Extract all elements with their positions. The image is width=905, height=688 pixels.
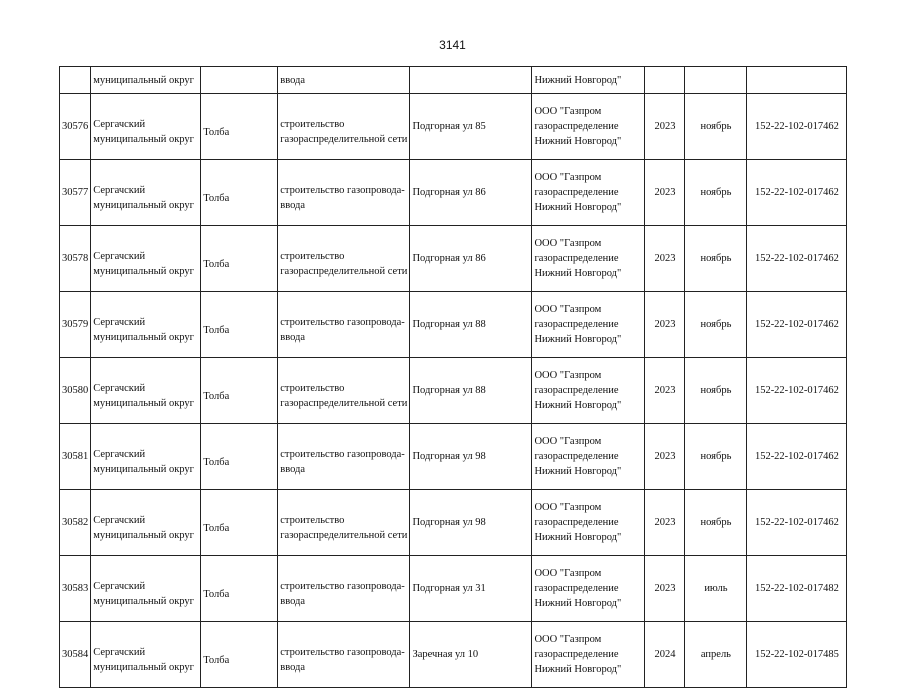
cell-num-line: 30584 — [62, 649, 89, 660]
cell-month-line: ноябрь — [700, 451, 732, 462]
cell-work-line: ввода — [280, 661, 306, 673]
cell-num — [60, 226, 91, 292]
table-row — [60, 292, 847, 358]
cell-street-line: Подгорная ул 98 — [412, 451, 486, 462]
cell-num — [60, 556, 91, 622]
cell-street — [410, 622, 532, 688]
cell-settlement-line: Толба — [203, 457, 230, 468]
cell-org-line: Нижний Новгород" — [534, 136, 622, 147]
cell-code — [747, 94, 847, 160]
cell-org — [532, 622, 645, 688]
cell-work-line: газораспределительной сети — [280, 397, 408, 409]
cell-work-line: строительство — [280, 382, 345, 394]
cell-street — [410, 160, 532, 226]
cell-district-line: Сергачский — [93, 250, 146, 262]
cell-district — [91, 556, 201, 622]
cell-month — [685, 358, 747, 424]
cell-district-line: Сергачский — [93, 514, 146, 526]
cell-month — [685, 226, 747, 292]
cell-street-line: Заречная ул 10 — [412, 649, 479, 660]
cell-code — [747, 160, 847, 226]
cell-year-line: 2023 — [654, 253, 676, 264]
cell-org-line: Нижний Новгород" — [534, 400, 622, 411]
cell-street-line: Подгорная ул 98 — [412, 517, 486, 528]
cell-org — [532, 556, 645, 622]
cell-month — [685, 490, 747, 556]
cell-org-line: ООО "Газпром — [534, 502, 602, 513]
cell-month — [685, 292, 747, 358]
cell-work — [278, 556, 410, 622]
cell-work — [278, 490, 410, 556]
cell-code — [747, 490, 847, 556]
cell-month — [685, 67, 747, 94]
cell-org-line: Нижний Новгород" — [534, 202, 622, 213]
cell-org-line: газораспределение — [534, 517, 619, 528]
cell-month-line: июль — [704, 583, 728, 594]
cell-org-line: ООО "Газпром — [534, 436, 602, 447]
cell-street-line: Подгорная ул 88 — [412, 319, 486, 330]
cell-year — [645, 94, 685, 160]
cell-month-line: ноябрь — [700, 319, 732, 330]
cell-district-line: Сергачский — [93, 646, 146, 658]
cell-year — [645, 490, 685, 556]
cell-org — [532, 292, 645, 358]
table-row — [60, 160, 847, 226]
cell-district-line: Сергачский — [93, 316, 146, 328]
cell-year — [645, 226, 685, 292]
cell-district-line: муниципальный округ — [93, 463, 194, 475]
cell-code — [747, 424, 847, 490]
cell-code — [747, 226, 847, 292]
cell-org — [532, 160, 645, 226]
table-row — [60, 358, 847, 424]
cell-settlement-line: Толба — [203, 193, 230, 204]
cell-district: муниципальный округ — [91, 67, 201, 94]
cell-org-line: Нижний Новгород" — [534, 466, 622, 477]
cell-code-line: 152-22-102-017462 — [754, 451, 839, 462]
cell-year-line: 2023 — [654, 385, 676, 396]
page-number: 3141 — [439, 38, 466, 52]
cell-year — [645, 424, 685, 490]
cell-settlement — [201, 358, 278, 424]
cell-num-line: 30581 — [62, 451, 89, 462]
cell-district-line: муниципальный округ — [93, 661, 194, 673]
cell-street — [410, 226, 532, 292]
cell-settlement-line: Толба — [203, 391, 230, 402]
cell-org: Нижний Новгород" — [532, 67, 645, 94]
registry-table — [59, 66, 847, 688]
cell-code-line: 152-22-102-017485 — [754, 649, 839, 660]
cell-street — [410, 67, 532, 94]
cell-num-line: 30577 — [62, 187, 89, 198]
cell-district-line: муниципальный округ — [93, 595, 194, 607]
cell-org-line: ООО "Газпром — [534, 238, 602, 249]
cell-district — [91, 358, 201, 424]
cell-year — [645, 622, 685, 688]
cell-month — [685, 94, 747, 160]
cell-work — [278, 94, 410, 160]
cell-year-line: 2023 — [654, 187, 676, 198]
cell-district-line: муниципальный округ — [93, 265, 194, 277]
cell-year — [645, 292, 685, 358]
cell-district — [91, 226, 201, 292]
cell-district — [91, 424, 201, 490]
cell-org-line: ООО "Газпром — [534, 106, 602, 117]
cell-org-line: газораспределение — [534, 583, 619, 594]
cell-month-line: ноябрь — [700, 385, 732, 396]
cell-org-line: газораспределение — [534, 649, 619, 660]
cell-year-line: 2024 — [654, 649, 676, 660]
cell-year-line: 2023 — [654, 451, 676, 462]
cell-org-line: газораспределение — [534, 121, 619, 132]
cell-year-line: 2023 — [654, 319, 676, 330]
table-row-continued — [60, 67, 847, 94]
cell-year — [645, 358, 685, 424]
cell-settlement-line: Толба — [203, 589, 230, 600]
cell-month — [685, 424, 747, 490]
cell-org-line: газораспределение — [534, 451, 619, 462]
cell-num-line: 30582 — [62, 517, 89, 528]
cell-org-line: газораспределение — [534, 385, 619, 396]
cell-num-line: 30576 — [62, 121, 89, 132]
cell-street — [410, 94, 532, 160]
table-row — [60, 556, 847, 622]
cell-work-line: газораспределительной сети — [280, 265, 408, 277]
cell-street — [410, 490, 532, 556]
cell-work-line: ввода — [280, 199, 306, 211]
cell-work-line: газораспределительной сети — [280, 133, 408, 145]
cell-num — [60, 67, 91, 94]
cell-code-line: 152-22-102-017462 — [754, 253, 839, 264]
cell-month-line: ноябрь — [700, 187, 732, 198]
cell-month-line: ноябрь — [700, 253, 732, 264]
cell-org-line: ООО "Газпром — [534, 172, 602, 183]
cell-settlement — [201, 556, 278, 622]
cell-org — [532, 94, 645, 160]
cell-year — [645, 556, 685, 622]
cell-code-line: 152-22-102-017482 — [754, 583, 839, 594]
cell-settlement — [201, 292, 278, 358]
cell-code-line: 152-22-102-017462 — [754, 187, 839, 198]
cell-street-line: Подгорная ул 85 — [412, 121, 486, 132]
cell-month — [685, 622, 747, 688]
cell-code-line: 152-22-102-017462 — [754, 121, 839, 132]
cell-code — [747, 622, 847, 688]
cell-work — [278, 358, 410, 424]
cell-street — [410, 424, 532, 490]
cell-org — [532, 358, 645, 424]
cell-work-line: строительство газопровода- — [280, 448, 405, 460]
cell-work — [278, 292, 410, 358]
cell-district — [91, 292, 201, 358]
cell-work-line: газораспределительной сети — [280, 529, 408, 541]
cell-settlement-line: Толба — [203, 655, 230, 666]
cell-org — [532, 424, 645, 490]
cell-district-line: Сергачский — [93, 184, 146, 196]
cell-num-line: 30583 — [62, 583, 89, 594]
cell-org-line: газораспределение — [534, 319, 619, 330]
table-row — [60, 424, 847, 490]
cell-settlement — [201, 226, 278, 292]
cell-district-line: муниципальный округ — [93, 199, 194, 211]
cell-code-line: 152-22-102-017462 — [754, 385, 839, 396]
cell-settlement-line: Толба — [203, 523, 230, 534]
cell-code — [747, 358, 847, 424]
cell-org-line: ООО "Газпром — [534, 568, 602, 579]
cell-work-line: строительство — [280, 514, 345, 526]
cell-num — [60, 292, 91, 358]
cell-settlement — [201, 67, 278, 94]
cell-num — [60, 490, 91, 556]
cell-street — [410, 556, 532, 622]
cell-year-line: 2023 — [654, 517, 676, 528]
cell-code-line: 152-22-102-017462 — [754, 517, 839, 528]
cell-org-line: Нижний Новгород" — [534, 598, 622, 609]
cell-num — [60, 424, 91, 490]
cell-org-line: Нижний Новгород" — [534, 334, 622, 345]
cell-work — [278, 160, 410, 226]
cell-month-line: ноябрь — [700, 517, 732, 528]
cell-org-line: ООО "Газпром — [534, 304, 602, 315]
cell-work-line: строительство — [280, 118, 345, 130]
cell-district — [91, 622, 201, 688]
cell-district — [91, 160, 201, 226]
cell-district-line: Сергачский — [93, 580, 146, 592]
cell-code-line: 152-22-102-017462 — [754, 319, 839, 330]
cell-district-line: муниципальный округ — [93, 133, 194, 145]
table-row — [60, 622, 847, 688]
cell-org-line: Нижний Новгород" — [534, 268, 622, 279]
cell-year-line: 2023 — [654, 583, 676, 594]
cell-work-line: строительство газопровода- — [280, 316, 405, 328]
cell-district-line: Сергачский — [93, 382, 146, 394]
cell-district — [91, 490, 201, 556]
cell-street-line: Подгорная ул 86 — [412, 187, 486, 198]
cell-street — [410, 358, 532, 424]
cell-org-line: ООО "Газпром — [534, 634, 602, 645]
cell-org — [532, 490, 645, 556]
cell-org-line: ООО "Газпром — [534, 370, 602, 381]
cell-street-line: Подгорная ул 88 — [412, 385, 486, 396]
cell-year — [645, 160, 685, 226]
cell-settlement — [201, 424, 278, 490]
cell-month — [685, 556, 747, 622]
cell-num-line: 30578 — [62, 253, 89, 264]
cell-code — [747, 292, 847, 358]
cell-org-line: Нижний Новгород" — [534, 664, 622, 675]
table-row — [60, 94, 847, 160]
cell-settlement — [201, 160, 278, 226]
cell-district-line: муниципальный округ — [93, 529, 194, 541]
cell-org-line: газораспределение — [534, 187, 619, 198]
cell-settlement-line: Толба — [203, 259, 230, 270]
cell-district-line: Сергачский — [93, 118, 146, 130]
cell-work-line: ввода — [280, 331, 306, 343]
cell-code — [747, 556, 847, 622]
cell-district — [91, 94, 201, 160]
cell-num — [60, 94, 91, 160]
cell-year — [645, 67, 685, 94]
table-row — [60, 226, 847, 292]
cell-work-line: строительство газопровода- — [280, 184, 405, 196]
cell-org — [532, 226, 645, 292]
cell-work — [278, 226, 410, 292]
cell-street-line: Подгорная ул 31 — [412, 583, 486, 594]
cell-num-line: 30579 — [62, 319, 89, 330]
cell-code — [747, 67, 847, 94]
cell-org-line: Нижний Новгород" — [534, 532, 622, 543]
cell-settlement-line: Толба — [203, 325, 230, 336]
cell-work-line: строительство газопровода- — [280, 646, 405, 658]
table-row — [60, 490, 847, 556]
cell-num — [60, 622, 91, 688]
cell-num — [60, 160, 91, 226]
cell-district-line: Сергачский — [93, 448, 146, 460]
cell-num — [60, 358, 91, 424]
cell-work: ввода — [278, 67, 410, 94]
cell-settlement — [201, 490, 278, 556]
cell-district-line: муниципальный округ — [93, 397, 194, 409]
cell-street — [410, 292, 532, 358]
cell-work-line: ввода — [280, 595, 306, 607]
cell-work-line: строительство газопровода- — [280, 580, 405, 592]
cell-work-line: ввода — [280, 463, 306, 475]
cell-month-line: ноябрь — [700, 121, 732, 132]
cell-street-line: Подгорная ул 86 — [412, 253, 486, 264]
cell-month-line: апрель — [700, 649, 731, 660]
cell-work — [278, 424, 410, 490]
cell-org-line: газораспределение — [534, 253, 619, 264]
cell-month — [685, 160, 747, 226]
cell-district-line: муниципальный округ — [93, 331, 194, 343]
cell-year-line: 2023 — [654, 121, 676, 132]
cell-settlement — [201, 622, 278, 688]
cell-settlement — [201, 94, 278, 160]
cell-settlement-line: Толба — [203, 127, 230, 138]
cell-work — [278, 622, 410, 688]
cell-work-line: строительство — [280, 250, 345, 262]
cell-num-line: 30580 — [62, 385, 89, 396]
